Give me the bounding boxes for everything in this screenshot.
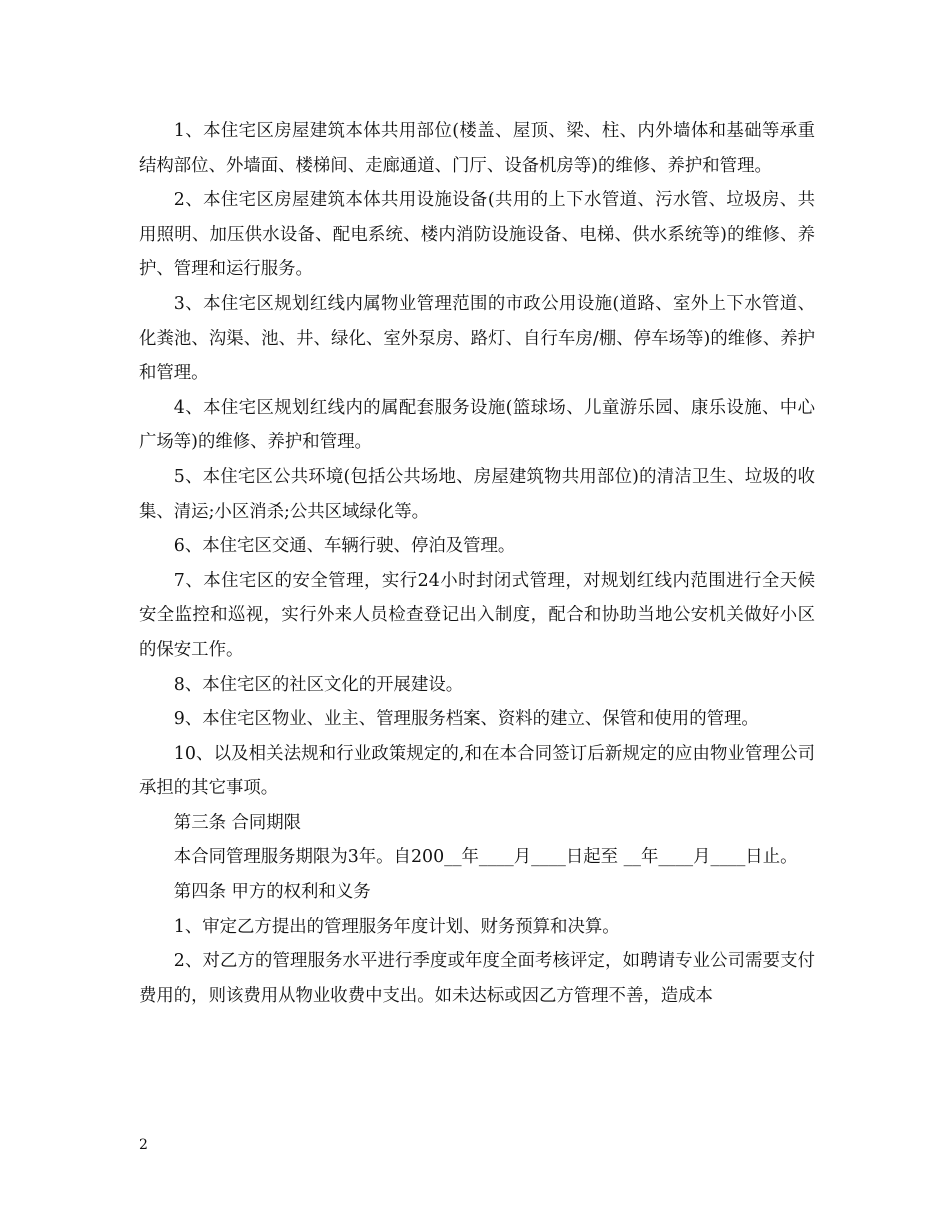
paragraph-term-period: 本合同管理服务期限为3年。自200__年____月____日起至 __年____月____日止。 [173,847,798,868]
document-body [139,114,815,1013]
paragraph-item-7: 7、本住宅区的安全管理，实行24小时封闭式管理，对规划红线内范围进行全天候安全监控和巡视，实行外来人员检查登记出入制度，配合和协助当地公安机关做好小区的保安工作。 [139,570,815,660]
paragraph-item-4: 4、本住宅区规划红线内的属配套服务设施(篮球场、儿童游乐园、康乐设施、中心广场等)的维修、养护和管理。 [139,397,815,453]
paragraph-item-8: 8、本住宅区的社区文化的开展建设。 [173,674,464,695]
paragraph-item-10: 10、以及相关法规和行业政策规定的,和在本合同签订后新规定的应由物业管理公司承担的其它事项。 [139,743,815,799]
paragraph-item-5: 5、本住宅区公共环境(包括公共场地、房屋建筑物共用部位)的清洁卫生、垃圾的收集、清运;小区消杀;公共区域绿化等。 [139,466,815,522]
paragraph-item-1: 1、本住宅区房屋建筑本体共用部位(楼盖、屋顶、梁、柱、内外墙体和基础等承重结构部位、外墙面、楼梯间、走廊通道、门厅、设备机房等)的维修、养护和管理。 [139,121,815,176]
paragraph-item-2: 2、本住宅区房屋建筑本体共用设施设备(共用的上下水管道、污水管、垃圾房、共用照明、加压供水设备、配电系统、楼内消防设施设备、电梯、供水系统等)的维修、养护、管理和运行服务。 [139,190,815,280]
paragraph-item-3: 3、本住宅区规划红线内属物业管理范围的市政公用设施(道路、室外上下水管道、化粪池、沟渠、池、井、绿化、室外泵房、路灯、自行车房/棚、停车场等)的维修、养护和管理。 [139,293,815,384]
page-number: 2 [139,1137,148,1153]
paragraph-party-a-2: 2、对乙方的管理服务水平进行季度或年度全面考核评定，如聘请专业公司需要支付费用的，则该费用从物业收费中支出。如未达标或因乙方管理不善，造成本 [139,951,815,1006]
paragraph-item-6: 6、本住宅区交通、车辆行驶、停泊及管理。 [173,536,516,557]
paragraph-party-a-1: 1、审定乙方提出的管理服务年度计划、财务预算和决算。 [173,916,620,937]
paragraph-item-9: 9、本住宅区物业、业主、管理服务档案、资料的建立、保管和使用的管理。 [173,709,759,730]
section-heading-party-a: 第四条 甲方的权利和义务 [173,882,371,903]
section-heading-term: 第三条 合同期限 [173,812,302,833]
